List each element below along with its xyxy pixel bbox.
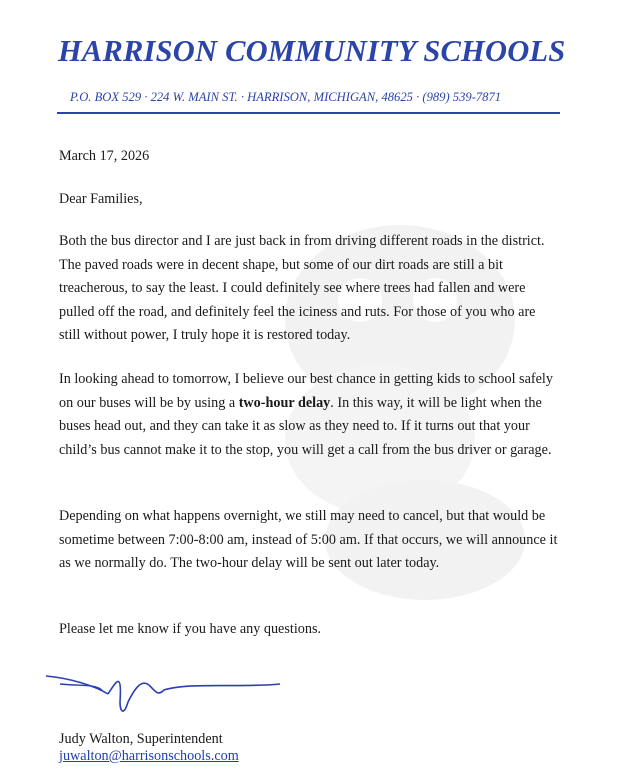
paragraph-4: Please let me know if you have any questions. <box>59 621 322 637</box>
salutation: Dear Families, <box>59 191 143 207</box>
handwritten-signature <box>40 662 290 722</box>
paragraph-2-text-a: In looking ahead to tomorrow, I believe our best chance in getting kids to school safely on our buses will be by using a <box>59 371 553 411</box>
letterhead-address: P.O. BOX 529 · 224 W. MAIN ST. · HARRISON, MICHIGAN, 48625 · (989) 539-7871 <box>70 90 502 104</box>
signer-name: Judy Walton, Superintendent <box>59 731 223 747</box>
paragraph-2 <box>59 368 559 462</box>
paragraph-2-text-b: . In this way, it will be light when the buses head out, and they can take it as slow as they need to. If it turns out that your child’s bus cannot make it to the stop, you will get a call from the bus driver or garage. <box>59 394 552 458</box>
letterhead-title: HARRISON COMMUNITY SCHOOLS <box>58 34 566 68</box>
paragraph-3: Depending on what happens overnight, we still may need to cancel, but that would be sometime between 7:00-8:00 am, instead of 5:00 am. If that occurs, we will announce it as we normally do. The two-hour delay will be sent out later today. <box>59 508 558 571</box>
letter-date: March 17, 2026 <box>59 148 150 164</box>
paragraph-2-emphasis: two-hour delay <box>238 394 331 411</box>
letterhead-divider <box>57 112 560 114</box>
paragraph-1: Both the bus director and I are just back in from driving different roads in the district. The paved roads were in decent shape, but some of our dirt roads are still a bit treacherous, to say the least. I could definitely see where trees had fallen and were pulled off the road, and definitely feel the iciness and ruts. For those of you who are still without power, I truly hope it is restored today. <box>59 233 545 343</box>
signer-email-link[interactable]: juwalton@harrisonschools.com <box>59 748 239 764</box>
